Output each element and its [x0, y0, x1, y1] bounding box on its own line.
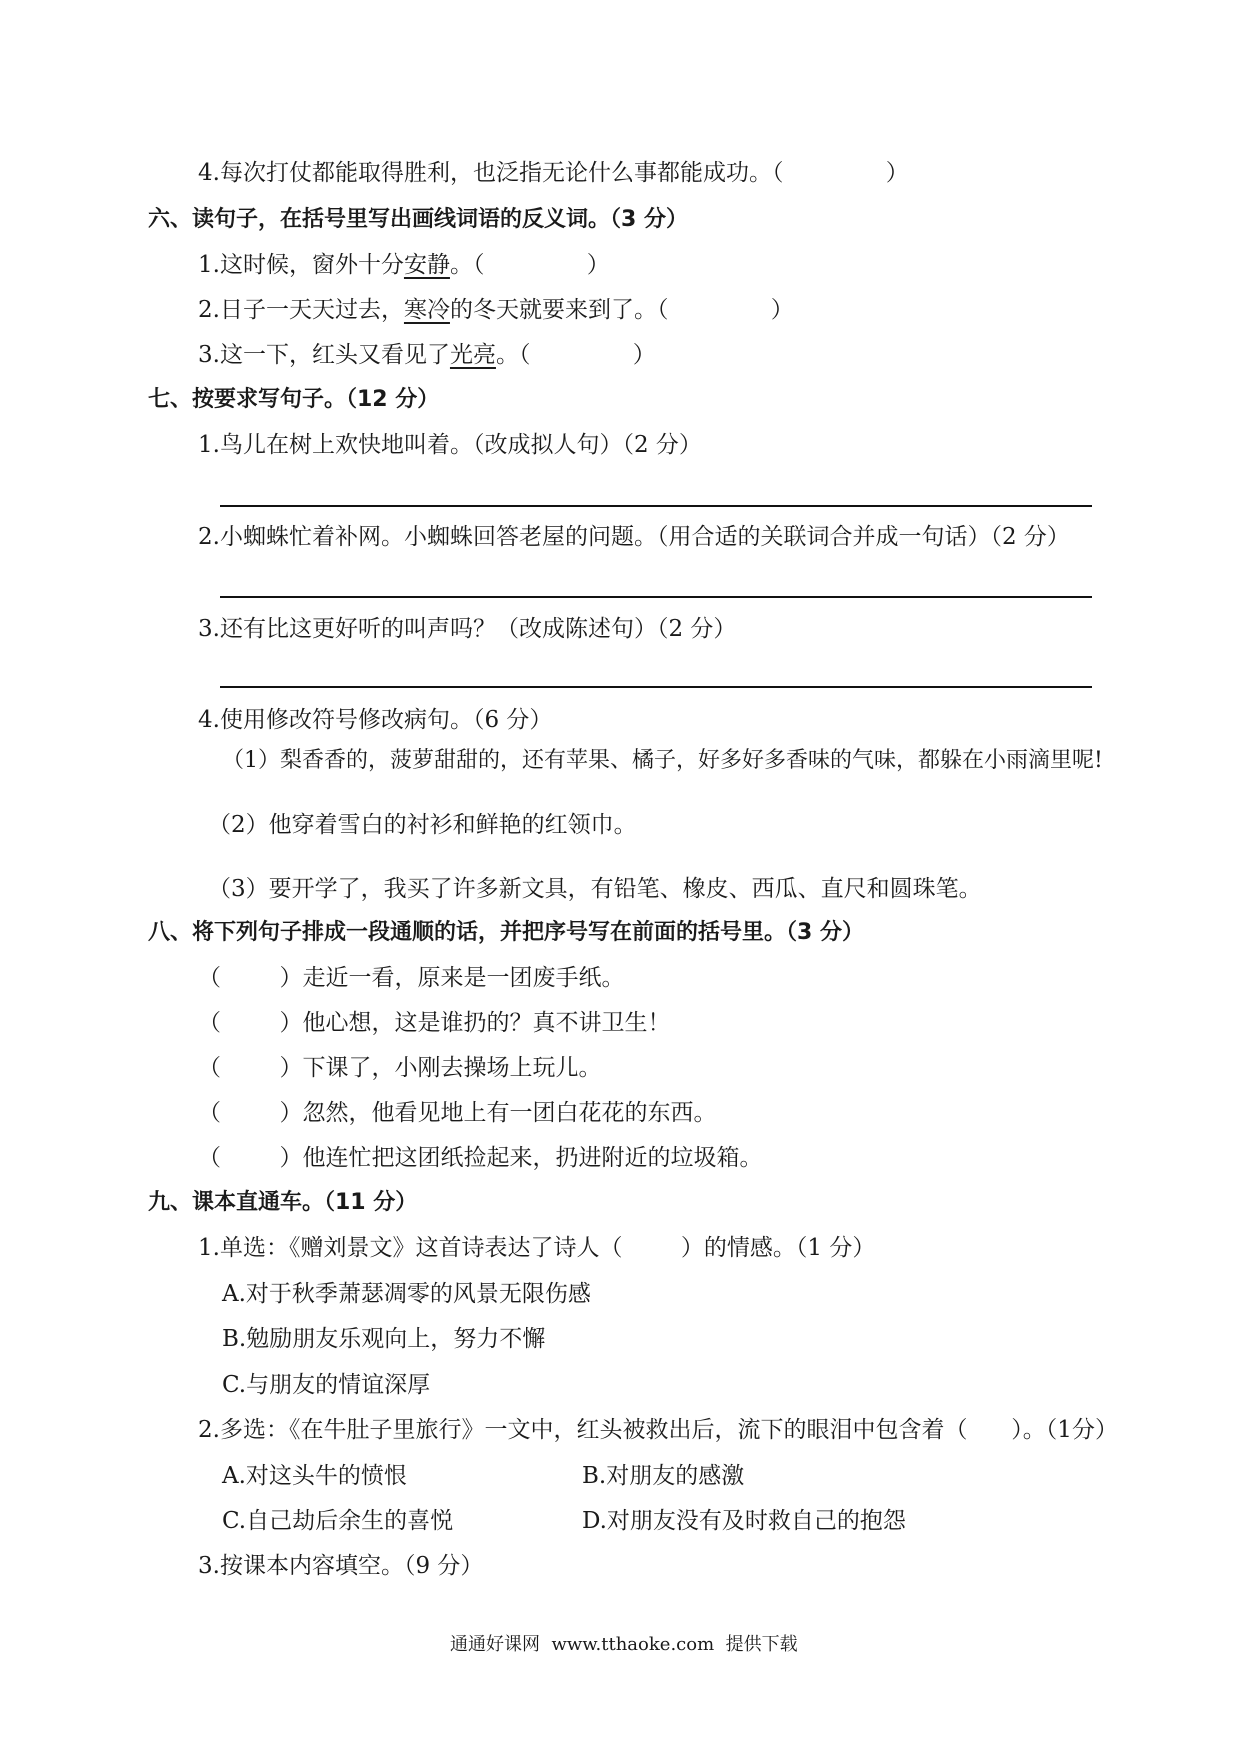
question-9-1: 1.单选：《赠刘景文》这首诗表达了诗人（ ）的情感。（1 分）	[198, 1235, 876, 1261]
page-footer: 通通好课网 www.tthaoke.com 提供下载	[450, 1634, 798, 1655]
order-item-2: （ ）他心想，这是谁扔的？真不讲卫生！	[198, 1010, 671, 1036]
question-9-2: 2.多选：《在牛肚子里旅行》一文中，红头被救出后，流下的眼泪中包含着（ ）。（1分）	[198, 1417, 1118, 1443]
order-item-4: （ ）忽然，他看见地上有一团白花花的东西。	[198, 1100, 717, 1126]
underlined-word: 安静	[403, 252, 450, 278]
question-7-1: 1.鸟儿在树上欢快地叫着。（改成拟人句）（2 分）	[198, 432, 702, 458]
order-item-1: （ ）走近一看，原来是一团废手纸。	[198, 965, 625, 991]
answer-line[interactable]	[220, 686, 1092, 688]
option-a: A.对于秋季萧瑟凋零的风景无限伤感	[222, 1281, 591, 1307]
answer-line[interactable]	[220, 505, 1092, 507]
section-8-title: 八、将下列句子排成一段通顺的话，并把序号写在前面的括号里。（3 分）	[148, 920, 864, 945]
underlined-word: 寒冷	[403, 297, 450, 323]
question-6-1: 1.这时候，窗外十分安静。（ ）	[198, 252, 610, 278]
question-6-2: 2.日子一天天过去，寒冷的冬天就要来到了。（ ）	[198, 297, 794, 323]
option-a: A.对这头牛的愤恨	[222, 1463, 407, 1489]
section-6-title: 六、读句子，在括号里写出画线词语的反义词。（3 分）	[148, 207, 688, 232]
option-c: C.自己劫后余生的喜悦	[222, 1508, 454, 1534]
question-6-3: 3.这一下，红头又看见了光亮。（ ）	[198, 342, 656, 368]
underlined-word: 光亮	[449, 342, 496, 368]
question-7-4: 4.使用修改符号修改病句。（6 分）	[198, 707, 553, 733]
question-7-4-1: （1）梨香香的，菠萝甜甜的，还有苹果、橘子，好多好多香味的气味，都躲在小雨滴里呢!	[222, 748, 1103, 773]
question-7-4-3: （3）要开学了，我买了许多新文具，有铅笔、橡皮、西瓜、直尺和圆珠笔。	[208, 876, 982, 902]
option-d: D.对朋友没有及时救自己的抱怨	[582, 1508, 906, 1534]
question-5-4: 4.每次打仗都能取得胜利，也泛指无论什么事都能成功。（ ）	[198, 160, 909, 186]
question-9-3: 3.按课本内容填空。（9 分）	[198, 1553, 484, 1579]
order-item-5: （ ）他连忙把这团纸捡起来，扔进附近的垃圾箱。	[198, 1145, 763, 1171]
option-b: B.对朋友的感激	[582, 1463, 745, 1489]
question-7-3: 3.还有比这更好听的叫声吗？（改成陈述句）（2 分）	[198, 616, 737, 642]
question-7-2: 2.小蜘蛛忙着补网。小蜘蛛回答老屋的问题。（用合适的关联词合并成一句话）（2 分）	[198, 524, 1070, 550]
order-item-3: （ ）下课了，小刚去操场上玩儿。	[198, 1055, 602, 1081]
section-9-title: 九、课本直通车。（11 分）	[148, 1190, 418, 1215]
answer-line[interactable]	[220, 596, 1092, 598]
question-7-4-2: （2）他穿着雪白的衬衫和鲜艳的红领巾。	[208, 812, 637, 838]
option-b: B.勉励朋友乐观向上，努力不懈	[222, 1326, 546, 1352]
section-7-title: 七、按要求写句子。（12 分）	[148, 387, 440, 412]
option-c: C.与朋友的情谊深厚	[222, 1372, 431, 1398]
